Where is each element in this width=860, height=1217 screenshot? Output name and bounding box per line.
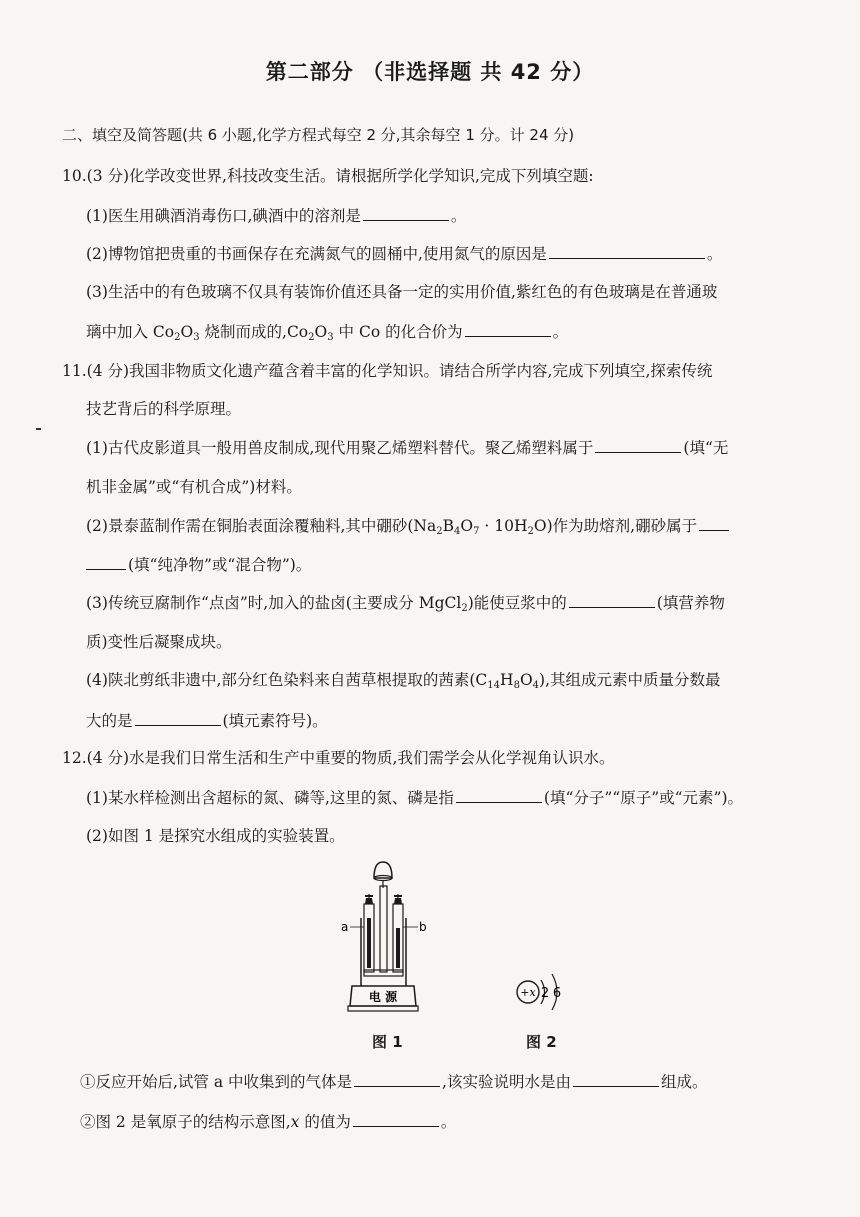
tube-connector (364, 970, 403, 976)
q12-p1-hint: (填“分子”“原子”或“元素”)。 (543, 789, 744, 807)
q10-p3-end: 。 (552, 323, 569, 341)
q11-p3-text-a: (3)传统豆腐制作“点卤”时,加入的盐卤(主要成分 MgCl (86, 594, 462, 612)
q10-p3-text-b: O (180, 323, 194, 341)
figure2-caption: 图 2 (526, 1033, 557, 1051)
q10-p2-text: (2)博物馆把贵重的书画保存在充满氮气的圆桶中,使用氮气的原因是 (86, 245, 547, 263)
subscript: 4 (532, 680, 540, 691)
q12-a-text-2: ,该实验说明水是由 (442, 1073, 571, 1091)
answer-blank[interactable] (86, 554, 126, 570)
q11-p4-text-d: ),其组成元素中质量分数最 (539, 671, 721, 689)
q11-p2-text-a: (2)景泰蓝制作需在铜胎表面涂覆釉料,其中硼砂(Na (86, 517, 437, 535)
q11-p4-hint: (填元素符号)。 (222, 712, 328, 730)
subscript: 2 (461, 603, 468, 614)
q11-part4-line1 (86, 670, 721, 690)
q10-p1-end: 。 (450, 207, 467, 225)
electrolysis-apparatus-figure (338, 858, 438, 1020)
subscript: 2 (308, 332, 315, 343)
q10-p3-text-e: 中 Co 的化合价为 (333, 323, 463, 341)
q12-sub-a (80, 1071, 707, 1092)
q11-p3-hint: (填营养物 (656, 594, 725, 612)
q11-part1-line2: 机非金属”或“有机合成”)材料。 (86, 478, 302, 496)
q12-a-text-1: ①反应开始后,试管 a 中收集到的气体是 (80, 1073, 353, 1091)
answer-blank[interactable] (573, 1071, 659, 1087)
q11-part3-line1 (86, 592, 725, 613)
electrode-a (367, 918, 371, 968)
q11-stem-line1: 11.(4 分)我国非物质文化遗产蕴含着丰富的化学知识。请结合所学内容,完成下列填空,探索传统 (62, 362, 713, 380)
q11-p4-text-e: 大的是 (86, 712, 133, 730)
q11-part2-line1 (86, 515, 731, 536)
shell2-electrons: 6 (552, 986, 562, 1001)
subscript: 2 (174, 332, 181, 343)
q11-p2-text-e: O)作为助熔剂,硼砂属于 (533, 517, 698, 535)
q10-p1-text: (1)医生用碘酒消毒伤口,碘酒中的溶剂是 (86, 207, 361, 225)
answer-blank[interactable] (456, 787, 542, 803)
q10-p2-end: 。 (706, 245, 723, 263)
q11-p1-text: (1)古代皮影道具一般用兽皮制成,现代用聚乙烯塑料替代。聚乙烯塑料属于 (86, 439, 594, 457)
answer-blank[interactable] (569, 592, 655, 608)
q11-part3-line2: 质)变性后凝聚成块。 (86, 633, 232, 651)
subscript: 8 (513, 680, 520, 691)
margin-mark (36, 428, 41, 430)
q12-part1 (86, 787, 743, 808)
q11-p2-text-d: · 10H (479, 517, 528, 535)
q12-sub-b (80, 1111, 456, 1132)
q10-part1 (86, 205, 466, 226)
q12-b-text-3: 。 (440, 1113, 457, 1131)
q10-part3-line2 (86, 321, 568, 342)
q12-a-text-3: 组成。 (660, 1073, 708, 1091)
q11-p4-text-c: O (519, 671, 533, 689)
answer-blank[interactable] (353, 1111, 439, 1127)
subscript: 2 (527, 526, 534, 537)
nucleus-label: +x (520, 986, 536, 999)
answer-blank[interactable] (354, 1071, 440, 1087)
shell1-electrons: 2 (540, 986, 550, 1001)
right-valve-body (394, 898, 402, 904)
answer-blank[interactable] (549, 243, 705, 259)
label-a: a (341, 920, 349, 934)
q10-p3-text-d: O (314, 323, 328, 341)
subscript: 4 (454, 526, 461, 537)
label-b: b (419, 920, 427, 934)
q10-part3-line1: (3)生活中的有色玻璃不仅具有装饰价值还具备一定的实用价值,紫红色的有色玻璃是在普通玻 (86, 283, 718, 301)
q11-p4-text-a: (4)陕北剪纸非遗中,部分红色染料来自茜草根提取的茜素(C (86, 671, 488, 689)
subscript: 3 (193, 332, 200, 343)
q11-p3-text-b: )能使豆浆中的 (467, 594, 567, 612)
q11-p1-hint: (填“无 (683, 439, 729, 457)
answer-blank[interactable] (135, 710, 221, 726)
section-heading: 二、填空及简答题(共 6 小题,化学方程式每空 2 分,其余每空 1 分。计 24 分) (62, 126, 575, 144)
subscript: 2 (436, 526, 443, 537)
q10-p3-text-a: 璃中加入 Co (86, 323, 175, 341)
subscript: 7 (473, 526, 480, 537)
q12-p1-text: (1)某水样检测出含超标的氮、磷等,这里的氮、磷是指 (86, 789, 454, 807)
answer-blank[interactable] (465, 321, 551, 337)
answer-blank[interactable] (595, 437, 681, 453)
page-title: 第二部分 （非选择题 共 42 分） (265, 60, 595, 84)
q12-b-text-2: 的值为 (299, 1113, 351, 1131)
subscript: 14 (487, 680, 501, 691)
left-valve-body (365, 898, 373, 904)
electrode-b (396, 928, 400, 968)
q11-p2-text-b: B (442, 517, 455, 535)
q11-p4-text-b: H (500, 671, 514, 689)
q11-part2-line2 (86, 554, 311, 575)
q10-stem: 10.(3 分)化学改变世界,科技改变生活。请根据所学化学知识,完成下列填空题: (62, 167, 594, 185)
atom-structure-figure (508, 968, 578, 1018)
power-label: 电 源 (368, 990, 398, 1004)
subscript: 3 (327, 332, 334, 343)
figure1-caption: 图 1 (372, 1033, 403, 1051)
q11-stem-line2: 技艺背后的科学原理。 (86, 400, 242, 418)
q11-p2-hint: (填“纯净物”或“混合物”)。 (128, 556, 312, 574)
q12-part2: (2)如图 1 是探究水组成的实验装置。 (86, 827, 345, 845)
q11-p2-text-c: O (460, 517, 474, 535)
q12-stem: 12.(4 分)水是我们日常生活和生产中重要的物质,我们需学会从化学视角认识水。 (62, 749, 615, 767)
variable-x: x (290, 1113, 300, 1131)
q10-p3-text-c: 烧制而成的,Co (199, 323, 309, 341)
q12-b-text-1: ②图 2 是氧原子的结构示意图, (80, 1113, 291, 1131)
q11-part1-line1 (86, 437, 728, 458)
q10-part2 (86, 243, 722, 264)
answer-blank[interactable] (699, 515, 729, 531)
answer-blank[interactable] (363, 205, 449, 221)
center-tube (380, 886, 387, 972)
q11-part4-line2 (86, 710, 328, 731)
